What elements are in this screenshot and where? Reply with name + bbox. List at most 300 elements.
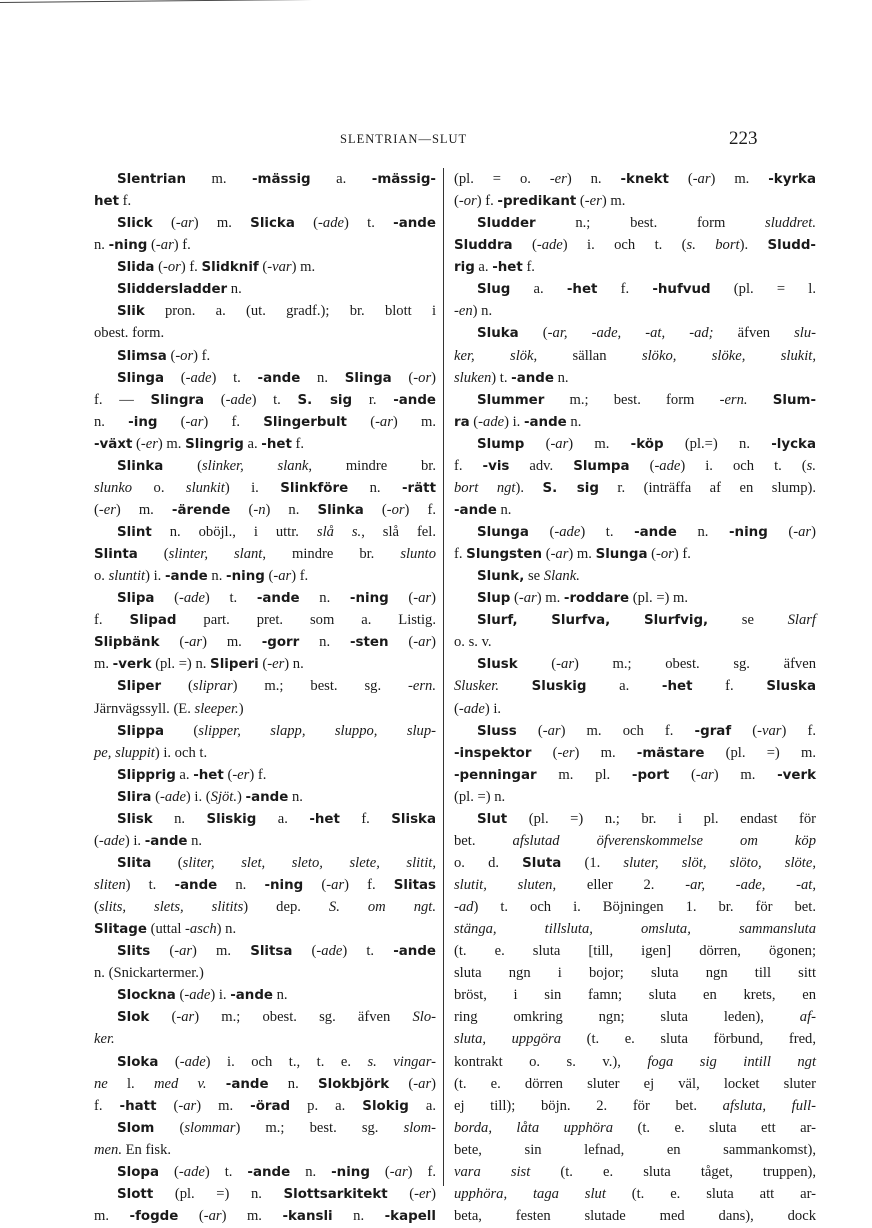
- text-run: m.; best. form: [544, 391, 720, 408]
- text-run: [748, 392, 773, 408]
- text-run: (: [150, 943, 175, 960]
- headword: Sluss: [477, 723, 517, 739]
- italic-text: -ade: [478, 413, 505, 430]
- dictionary-line: [94, 1139, 436, 1161]
- headword: -ning: [264, 878, 304, 893]
- text-run: eller 2.: [556, 877, 686, 893]
- dictionary-line: [454, 477, 816, 499]
- headword: ra: [454, 414, 470, 430]
- text-run: n.: [332, 1207, 385, 1224]
- dictionary-line: [94, 477, 436, 499]
- text-run: (: [163, 369, 186, 386]
- italic-text: med v.: [153, 1075, 207, 1092]
- headword: S. sig: [542, 480, 599, 496]
- text-run: bröst, i sin famn; sluta en krets, en: [454, 987, 816, 1004]
- headword: Slira: [117, 789, 152, 805]
- headword: -ande: [634, 525, 677, 540]
- dictionary-line: [454, 565, 816, 587]
- italic-text: sluta, uppgöra: [454, 1031, 562, 1048]
- headword: Slummer: [477, 392, 545, 408]
- text-run: ) m.: [574, 744, 637, 761]
- italic-text: -ade: [185, 369, 212, 386]
- page-number: 223: [729, 128, 758, 149]
- headword: Slurf,: [477, 613, 518, 629]
- dictionary-line: [94, 940, 436, 962]
- text-run: (: [164, 722, 199, 739]
- text-run: a.: [586, 678, 662, 695]
- headword: -mässig-: [371, 172, 436, 187]
- headword: -köp: [630, 436, 664, 452]
- text-run: ) m.: [710, 171, 769, 187]
- text-run: (: [454, 700, 459, 717]
- text-run: ) t.: [491, 369, 512, 386]
- text-run: (: [517, 656, 557, 673]
- text-run: (: [303, 877, 327, 893]
- text-run: ).: [515, 479, 543, 496]
- italic-text: -or: [175, 347, 194, 364]
- headword: Slinga: [344, 370, 392, 386]
- text-run: n.: [227, 281, 242, 298]
- italic-text: -ar: [273, 568, 292, 585]
- text-run: ) i. (: [185, 788, 211, 805]
- text-run: (: [454, 193, 459, 210]
- text-run: [610, 612, 644, 628]
- text-run: , slå fel.: [361, 524, 436, 540]
- dictionary-line: [94, 609, 436, 631]
- italic-text: -ade: [458, 700, 485, 717]
- text-run: (: [159, 634, 185, 651]
- headword: Sliddersladder: [117, 282, 228, 298]
- headword: Slok: [117, 1010, 150, 1026]
- text-run: En fisk.: [121, 1141, 172, 1158]
- dictionary-line: [94, 367, 436, 389]
- italic-text: -er: [267, 656, 285, 673]
- italic-text: af-: [799, 1009, 816, 1026]
- text-run: n.: [676, 524, 729, 540]
- text-run: ) f.: [673, 546, 691, 563]
- text-run: ) dep.: [243, 899, 329, 916]
- headword: -graf: [694, 723, 732, 739]
- dictionary-line: [454, 1073, 816, 1095]
- text-run: ) m.: [392, 413, 436, 430]
- text-run: r.: [352, 391, 394, 408]
- text-run: (: [469, 413, 479, 430]
- dictionary-line: [454, 455, 816, 477]
- dictionary-line: [454, 764, 816, 786]
- dictionary-line: [454, 962, 816, 984]
- headword: Sliperi: [210, 657, 259, 673]
- text-run: ) m.: [192, 943, 251, 960]
- dictionary-line: [454, 918, 816, 940]
- headword: -ande: [256, 591, 300, 607]
- text-run: f.: [119, 193, 132, 210]
- text-run: (pl. =) n.: [153, 1185, 284, 1202]
- italic-text: Slank.: [543, 568, 580, 585]
- dictionary-line: [94, 786, 436, 808]
- text-run: [499, 678, 532, 694]
- italic-text: men.: [94, 1141, 122, 1158]
- text-run: ): [431, 1185, 436, 1202]
- text-run: n. (Snickartermer.): [94, 965, 204, 982]
- headword: Slut: [477, 811, 508, 827]
- headword: Slik: [117, 304, 145, 320]
- headword: Slitage: [94, 922, 147, 938]
- text-run: (: [388, 634, 414, 651]
- text-run: bete, sin lefnad, en sammankomst),: [454, 1141, 816, 1158]
- text-run: a.: [310, 171, 372, 187]
- text-run: (pl. = l.: [710, 281, 816, 298]
- headword: Slinta: [94, 547, 138, 563]
- dictionary-line: [454, 234, 816, 256]
- headword: -ande: [144, 833, 188, 849]
- text-run: n.: [300, 369, 345, 386]
- text-run: n.: [290, 1163, 332, 1180]
- dictionary-line: [454, 808, 816, 830]
- text-run: ) t.: [251, 391, 298, 408]
- text-run: f.: [94, 612, 130, 629]
- headword: -hatt: [119, 1098, 157, 1114]
- italic-text: s.: [806, 457, 816, 474]
- text-run: , mindre br.: [308, 457, 436, 474]
- headword: -ande: [393, 392, 437, 408]
- italic-text: sluken: [454, 369, 492, 386]
- italic-text: -ar: [413, 634, 432, 651]
- italic-text: -n: [253, 501, 266, 518]
- headword: Slurfvig,: [643, 613, 709, 629]
- dictionary-line: [94, 499, 436, 521]
- italic-text: -ade: [98, 832, 125, 849]
- italic-text: bort ngt: [454, 479, 516, 496]
- headword: -knekt: [620, 172, 669, 187]
- text-run: (: [161, 678, 193, 695]
- italic-text: -ar: [174, 943, 193, 960]
- italic-text: vara sist: [454, 1163, 531, 1180]
- text-run: f.: [522, 259, 535, 276]
- text-run: f.: [94, 1097, 120, 1114]
- text-run: n.: [187, 832, 203, 849]
- dictionary-line: [94, 764, 436, 786]
- italic-text: -ar: [550, 435, 569, 452]
- dictionary-line: [94, 698, 436, 720]
- text-run: (: [156, 1097, 179, 1114]
- text-run: ) m.: [115, 501, 172, 518]
- dictionary-line: [94, 1161, 436, 1183]
- italic-text: slu-: [794, 325, 816, 342]
- italic-text: -ade: [225, 391, 252, 408]
- headword: -mästare: [636, 745, 705, 761]
- text-run: ) m.; best. sg.: [235, 1119, 404, 1136]
- headword: Slum-: [772, 392, 816, 408]
- italic-text: sliter, slet, sleto, slete, slitit,: [182, 854, 436, 871]
- text-run: (t. e. dörren sluter ej väl, locket sluter: [454, 1075, 816, 1092]
- text-run: ) t.: [211, 369, 258, 386]
- text-run: (: [158, 1053, 180, 1070]
- text-run: kontrakt o. s. v.),: [454, 1053, 648, 1070]
- italic-text: slunko: [94, 479, 133, 496]
- text-run: ) m.; obest. sg. äfven: [574, 656, 816, 673]
- text-run: (: [576, 193, 585, 210]
- headword: Slingrig: [185, 436, 244, 452]
- headword: Slokig: [362, 1098, 409, 1114]
- headword: S. sig: [297, 392, 353, 408]
- headword: Slipprig: [117, 767, 176, 783]
- text-run: ) m.: [713, 766, 778, 783]
- italic-text: sluddret.: [765, 215, 816, 232]
- text-run: ) i.: [210, 987, 231, 1004]
- text-run: (pl. =) m.: [704, 744, 816, 761]
- headword: -mässig: [251, 172, 311, 187]
- text-run: [518, 612, 552, 628]
- italic-text: -ar: [413, 590, 432, 607]
- headword: -ande: [393, 216, 436, 232]
- italic-text: slipper, slapp, sluppo, slup-: [198, 722, 437, 739]
- text-run: n.: [566, 413, 582, 430]
- text-run: (pl. =) n.; br. i pl. endast för: [507, 810, 816, 827]
- dictionary-line: [94, 984, 436, 1006]
- italic-text: slits, slets, slitits: [98, 899, 244, 916]
- text-run: ) m.: [568, 546, 596, 563]
- headword: -hufvud: [652, 282, 711, 298]
- text-run: ) f.: [180, 259, 202, 276]
- dictionary-line: [94, 962, 436, 984]
- dictionary-line: [454, 1139, 816, 1161]
- text-run: se: [524, 568, 544, 585]
- headword: Slicka: [250, 216, 295, 232]
- dictionary-line: [454, 830, 816, 852]
- headword: Sliska: [391, 811, 436, 827]
- text-run: part. pret. som a. Listig.: [176, 612, 436, 629]
- headword: -ning: [349, 591, 389, 607]
- dictionary-line: [454, 1028, 816, 1050]
- headword: Slottsarkitekt: [283, 1186, 388, 1202]
- text-run: (: [152, 215, 176, 232]
- text-run: Järnvägssyll. (E.: [94, 700, 195, 717]
- headword: -sten: [349, 635, 389, 651]
- text-run: ) t.: [204, 1163, 248, 1180]
- italic-text: -ade: [316, 943, 343, 960]
- dictionary-line: [454, 786, 816, 808]
- text-run: (t. e. sluta tåget, truppen),: [530, 1163, 816, 1180]
- italic-text: -ar: [793, 524, 812, 540]
- text-run: (: [151, 854, 183, 871]
- italic-text: -er: [584, 193, 602, 210]
- italic-text: -or: [386, 501, 405, 518]
- text-run: ) f.: [193, 347, 211, 364]
- text-run: n.: [299, 634, 350, 651]
- italic-text: -ar: [184, 634, 203, 651]
- text-run: sluta ngn i bojor; sluta ngn till sitt: [454, 965, 816, 982]
- headword: Sludd-: [767, 238, 816, 254]
- text-run: pron. a. (ut. gradf.); br. blott i: [144, 303, 436, 320]
- headword: -ande: [523, 414, 567, 430]
- headword: -ande: [174, 878, 218, 893]
- text-run: (: [223, 766, 233, 783]
- dictionary-line: [94, 278, 436, 300]
- headword: Slunga: [477, 525, 529, 540]
- italic-text: -ar: [375, 413, 393, 430]
- text-run: adv.: [509, 457, 574, 474]
- text-run: ) i. och t., t. e.: [205, 1053, 368, 1070]
- headword: -ning: [729, 525, 768, 540]
- italic-text: -ade: [184, 987, 211, 1004]
- dictionary-line: [454, 411, 816, 433]
- dictionary-line: [454, 1095, 816, 1117]
- headword: Slup: [477, 591, 511, 607]
- italic-text: sliten: [94, 877, 126, 893]
- text-run: (: [94, 899, 99, 916]
- dictionary-line: [454, 212, 816, 234]
- headword: -het: [193, 767, 224, 783]
- text-run: (t. e. sluta [till, igen] dörren, ögonen;: [454, 943, 816, 960]
- headword: Slimsa: [117, 348, 167, 364]
- headword: -verk: [777, 767, 816, 783]
- dictionary-line: [94, 521, 436, 543]
- dictionary-line: [94, 742, 436, 764]
- italic-text: Sjöt.: [210, 788, 238, 805]
- text-run: (1.: [561, 854, 624, 871]
- headword: Slentrian: [117, 172, 187, 187]
- headword: -ande: [257, 370, 301, 386]
- italic-text: -ade: [318, 215, 344, 232]
- text-run: (: [157, 413, 186, 430]
- text-run: (pl. =) m.: [629, 590, 689, 607]
- headword: Sluddra: [454, 238, 513, 254]
- headword: -inspektor: [454, 745, 532, 761]
- text-run: n.: [94, 237, 109, 254]
- text-run: o.: [94, 568, 109, 585]
- text-run: n.: [348, 479, 402, 496]
- italic-text: -ern.: [719, 391, 748, 408]
- text-run: n.: [496, 501, 512, 518]
- dictionary-line: [454, 609, 816, 631]
- headword: -vis: [482, 458, 510, 474]
- italic-text: ker, slök,: [454, 347, 538, 364]
- scan-edge-line: [0, 0, 470, 3]
- headword: Slug: [477, 282, 511, 298]
- italic-text: -ern.: [408, 678, 436, 695]
- dictionary-line: [454, 1183, 816, 1205]
- text-run: n. oböjl., i uttr.: [151, 524, 317, 540]
- text-run: ) t. och i. Böjningen 1. br. för bet.: [473, 899, 816, 916]
- headword: Slurfva,: [551, 613, 611, 629]
- text-run: ) m.: [196, 1097, 251, 1114]
- headword: Slungsten: [466, 547, 543, 563]
- text-run: ): [431, 634, 436, 651]
- dictionary-line: [94, 852, 436, 874]
- dictionary-line: [454, 940, 816, 962]
- italic-text: -er: [549, 171, 567, 187]
- headword: Slunk,: [477, 569, 525, 585]
- headword: Slits: [117, 944, 151, 960]
- text-run: o.: [132, 479, 186, 496]
- headword: Slisk: [117, 811, 153, 827]
- dictionary-line: [94, 190, 436, 212]
- text-run: (: [542, 546, 551, 563]
- headword: -ande: [225, 1076, 269, 1092]
- text-run: (: [163, 457, 202, 474]
- text-run: ) i.: [224, 479, 281, 496]
- italic-text: slå s.: [316, 524, 362, 540]
- italic-text: -er: [414, 1185, 432, 1202]
- text-run: f.: [454, 457, 483, 474]
- text-run: (: [154, 590, 179, 607]
- headword: -ande: [511, 370, 554, 386]
- dictionary-line: [94, 234, 436, 256]
- headword: Slingra: [150, 392, 205, 408]
- text-run: a.: [474, 259, 493, 276]
- text-run: ) i. och t.: [154, 744, 208, 761]
- text-run: ) i. och t. (: [562, 237, 687, 254]
- text-run: (: [147, 237, 156, 254]
- text-run: ) m.; obest. sg. äfven: [194, 1009, 413, 1026]
- text-run: ) n.: [265, 501, 318, 518]
- headword: -rätt: [401, 480, 436, 496]
- dictionary-line: [454, 720, 816, 742]
- dictionary-line: [94, 345, 436, 367]
- text-run: (: [154, 259, 163, 276]
- headword: -ande: [247, 1164, 291, 1180]
- dictionary-line: [94, 631, 436, 653]
- italic-text: -ar: [550, 546, 569, 563]
- text-run: (pl. = o.: [454, 171, 550, 187]
- text-run: ) n.: [566, 171, 621, 187]
- italic-text: -or: [656, 546, 674, 563]
- dictionary-line: [454, 433, 816, 455]
- italic-text: -ade: [159, 788, 186, 805]
- headword: Slitas: [393, 878, 436, 893]
- text-run: [207, 1076, 226, 1092]
- italic-text: -asch: [185, 921, 217, 938]
- text-run: n.; best. form: [535, 215, 766, 232]
- text-run: p. a.: [290, 1097, 363, 1114]
- italic-text: -ar: [542, 722, 561, 739]
- text-run: ring omkring ngn; sluta leden),: [454, 1009, 800, 1026]
- text-run: ) n.: [472, 303, 493, 320]
- text-run: (: [369, 1163, 390, 1180]
- text-run: a.: [175, 766, 194, 783]
- text-run: ) f.: [249, 766, 267, 783]
- text-run: n.: [152, 810, 207, 827]
- italic-text: -ar, -ade, -at,: [685, 877, 816, 893]
- italic-text: -or: [162, 259, 181, 276]
- text-run: beta, festen slutade med dans), dock: [454, 1207, 816, 1224]
- dictionary-line: [94, 918, 436, 940]
- text-run: ) f.: [404, 501, 436, 518]
- text-run: ) i.: [145, 568, 165, 585]
- dictionary-line: [454, 653, 816, 675]
- dictionary-line: [94, 874, 436, 896]
- text-run: (: [346, 413, 376, 430]
- text-run: (: [524, 435, 551, 452]
- headword: Slida: [117, 260, 155, 276]
- headword: -het: [309, 811, 340, 827]
- headword: Slingerbult: [263, 414, 347, 430]
- text-run: ): [238, 700, 244, 717]
- italic-text: slommar: [184, 1119, 236, 1136]
- dictionary-line: [454, 984, 816, 1006]
- headword: Slockna: [117, 988, 176, 1004]
- text-run: (: [178, 1207, 204, 1224]
- text-run: ) f.: [203, 413, 264, 430]
- dictionary-line: [94, 300, 436, 322]
- headword: -växt: [94, 436, 133, 452]
- dictionary-line: [94, 808, 436, 830]
- dictionary-line: [454, 742, 816, 764]
- dictionary-line: [94, 411, 436, 433]
- text-run: (: [94, 832, 99, 849]
- dictionary-line: [454, 587, 816, 609]
- text-run: m. pl.: [536, 766, 632, 783]
